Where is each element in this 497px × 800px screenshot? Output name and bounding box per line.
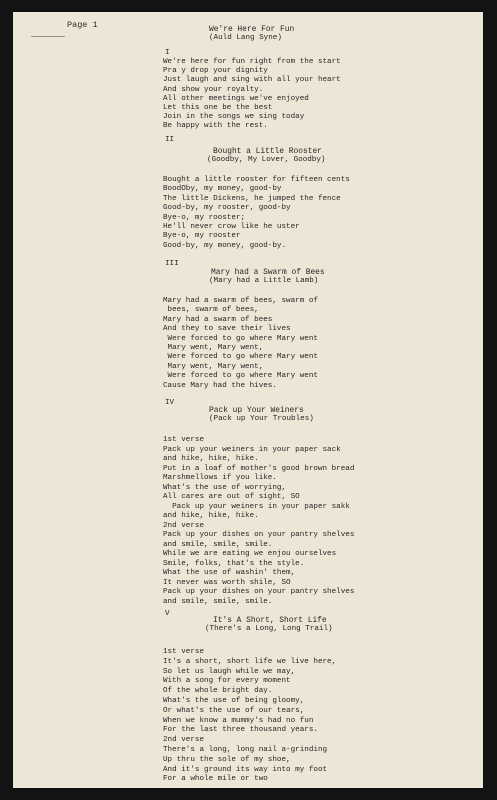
lyric-line: He'll never crow like he uster [163,223,300,231]
lyric-line: Mary went, Mary went, [163,344,264,352]
lyric-line: So let us laugh while we may, [163,668,296,676]
lyric-line: Of the whole bright day. [163,687,273,695]
lyric-line: 2nd verse [163,736,205,744]
lyric-line: and hike, hike, hike. [163,455,259,463]
lyric-line: Bye-o, my rooster; [163,214,246,222]
lyric-line: Bought a little rooster for fifteen cents [163,176,350,184]
lyric-line: Pack up your dishes on your pantry shelves [163,588,355,596]
song-tune: (Goodby, My Lover, Goodby) [207,156,326,164]
lyric-line: Mary had a swarm of bees, swarm of [163,297,318,305]
lyric-line: Cause Mary had the hives. [163,382,277,390]
lyric-line: BoodOby, my money, good-by [163,185,282,193]
lyric-line: Pack up your dishes on your pantry shelves [163,531,355,539]
lyric-line: Good-by, my money, good-by. [163,242,287,250]
lyric-line: We're here for fun right from the start [163,58,341,66]
lyric-line: Pack up your weiners in your paper sakk [163,503,350,511]
typewritten-page [13,12,483,788]
lyric-line: While we are eating we enjou ourselves [163,550,337,558]
lyric-line: Let this one be the best [163,104,273,112]
lyric-line: Were forced to go where Mary went [163,353,318,361]
lyric-line: and hike, hike, hike. [163,512,259,520]
lyric-line: Mary went, Mary went, [163,363,264,371]
lyric-line: Mary had a swarm of bees [163,316,273,324]
lyric-line: With a song for every moment [163,677,291,685]
song-title: It's A Short, Short Life [213,616,327,625]
page-number: Page 1 [67,20,98,30]
lyric-line: Put in a loaf of mother's good brown bread [163,465,355,473]
song-title: Pack up Your Weiners [209,406,304,415]
lyric-line: and smile, smile, smile. [163,541,273,549]
lyric-line: And show your royalty. [163,86,264,94]
song-numeral: IV [165,399,175,407]
song-tune: (There's a Long, Long Trail) [205,625,333,633]
lyric-line: Just laugh and sing with all your heart [163,76,341,84]
lyric-line: What the use of washin' them, [163,569,296,577]
lyric-line: Were forced to go where Mary went [163,335,318,343]
lyric-line: All other meetings we've enjoyed [163,95,309,103]
lyric-line: When we know a mummy's had no fun [163,717,314,725]
lyric-line: What's the use of being gloomy, [163,697,305,705]
lyric-line: And it's ground its way into my foot [163,766,328,774]
song-tune: (Mary had a Little Lamb) [209,277,319,285]
lyric-line: 2nd verse [163,522,205,530]
lyric-line: All cares are out of sight, SO [163,493,300,501]
lyric-line: What's the use of worrying, [163,484,287,492]
lyric-line: Pra y drop your dignity [163,67,268,75]
lyric-line: Up thru the sole of my shoe, [163,756,291,764]
lyric-line: 1st verse [163,436,205,444]
lyric-line: It's a short, short life we live here, [163,658,337,666]
lyric-line: It never was worth shile, SO [163,579,291,587]
song-numeral: I [165,49,170,57]
lyric-line: bees, swarm of bees, [163,306,259,314]
lyric-line: Pack up your weiners in your paper sack [163,446,341,454]
song-numeral: II [165,136,175,144]
lyric-line: and smile, smile, smile. [163,598,273,606]
lyric-line: Bye-o, my rooster [163,232,241,240]
song-title: Mary had a Swarm of Bees [211,268,325,277]
song-sheet [13,12,483,788]
lyric-line: There's a long, long nail a-grinding [163,746,328,754]
lyric-line: 1st verse [163,648,205,656]
song-title: We're Here For Fun [209,25,295,34]
song-numeral: V [165,610,170,618]
lyric-line: Be happy with the rest. [163,122,268,130]
song-title: Bought a Little Rooster [213,147,322,156]
lyric-line: Marshmellows if you like. [163,474,277,482]
lyric-line: For the last three thousand years. [163,726,318,734]
lyric-line: Were forced to go where Mary went [163,372,318,380]
lyric-line: Join in the songs we sing today [163,113,305,121]
lyric-line: For a whole mile or two [163,775,268,783]
lyric-line: And they to save their lives [163,325,291,333]
song-tune: (Auld Lang Syne) [209,34,282,42]
song-numeral: III [165,260,179,268]
lyric-line: Or what's the use of our tears, [163,707,305,715]
lyric-line: Good-by, my rooster, good-by [163,204,291,212]
lyric-line: Smile, folks, that's the style. [163,560,305,568]
lyric-line: The little Dickens, he jumped the fence [163,195,341,203]
song-tune: (Pack up Your Troubles) [209,415,314,423]
